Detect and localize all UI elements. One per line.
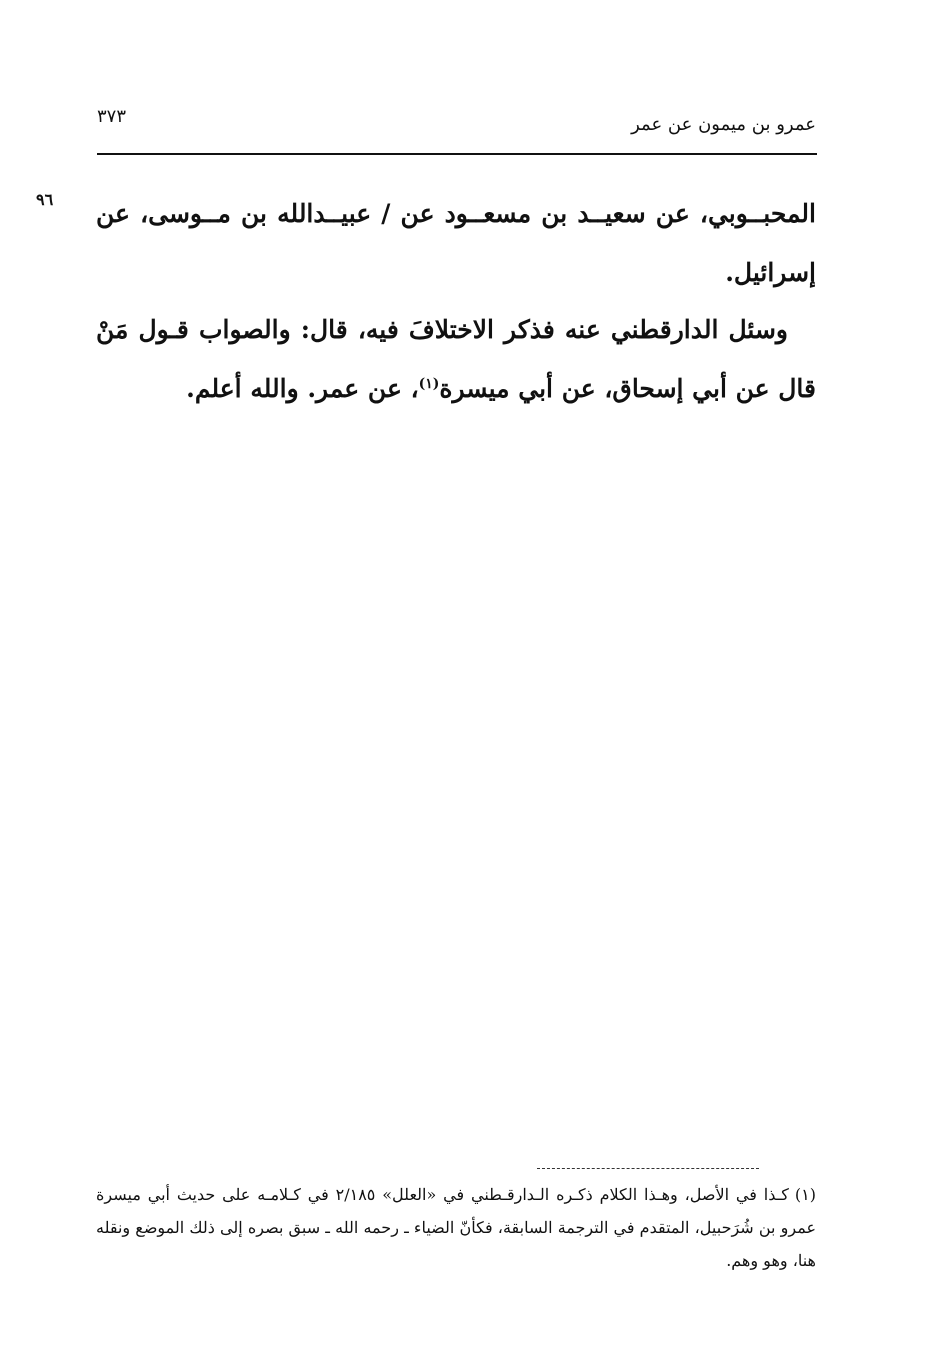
footnote-reference: (١) (418, 376, 440, 392)
manuscript-folio-number: ٩٦ (36, 190, 54, 209)
body-paragraph-1: المحبــوبي، عن سعيــد بن مسعــود عن / عبيــدالله بن مــوسى، عن إسرائيل. (96, 199, 816, 287)
footnote-divider (537, 1168, 759, 1169)
footnote-text: كـذا في الأصل، وهـذا الكلام ذكـره الـدارقـطني في «العلل» ٢/١٨٥ في كـلامـه على حديث أبي ميسرة عمرو بن شُرَحبيل، المتقدم في الترجمة السابقة، فكأنّ الضياء ـ رحمه الله ـ سبق بصره إلى ذلك الموضع ونقله هنا، وهو وهم. (96, 1185, 816, 1270)
running-header-title: عمرو بن ميمون عن عمر (631, 114, 816, 135)
body-paragraph-2 (96, 300, 816, 418)
footnote-marker: (١) (794, 1185, 817, 1204)
header-divider (97, 153, 817, 155)
paragraph-2-text: وسئل الدارقطني عنه فذكر الاختلافَ فيه، قال: والصواب قـول مَنْ قال عن أبي إسحاق، عن أبي ميسرة (96, 315, 816, 403)
footnote (96, 1178, 816, 1277)
paragraph-2-text-end: ، عن عمر. والله أعلم. (186, 374, 419, 403)
page-number: ٣٧٣ (97, 106, 127, 127)
